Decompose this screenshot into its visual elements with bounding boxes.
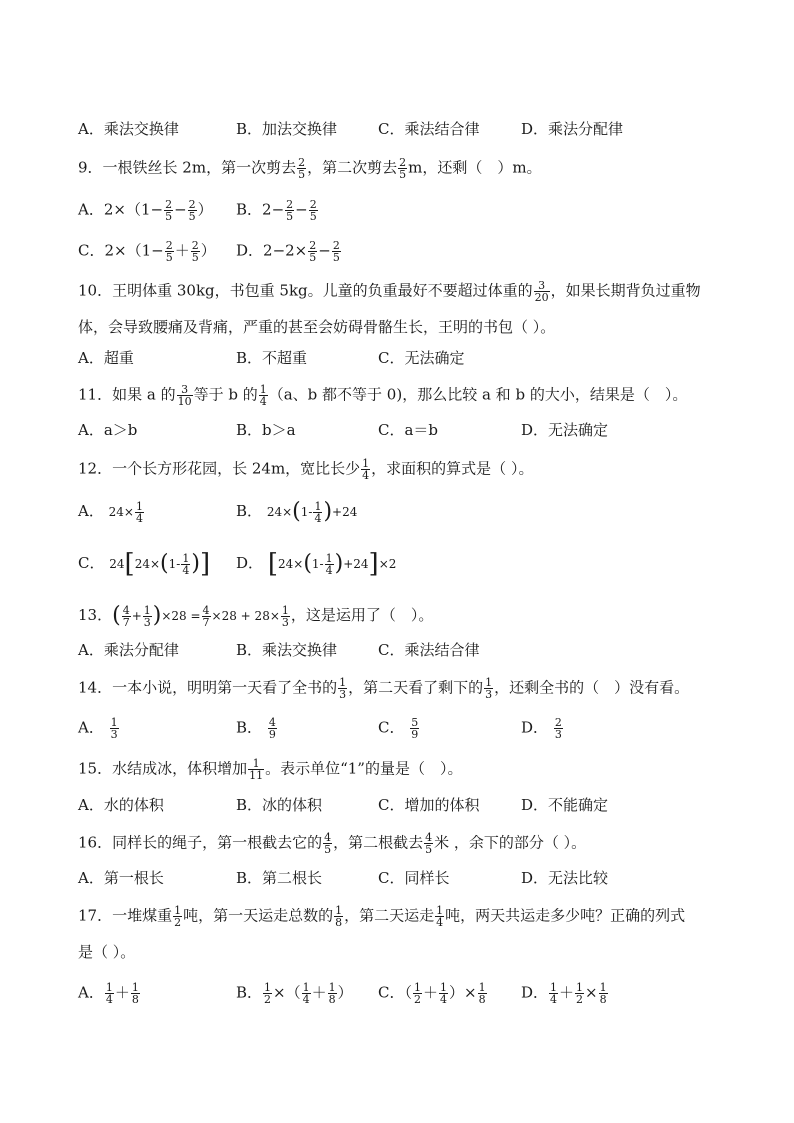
q12-stem: 12．一个长方形花园，长 24m，宽比长少 $\frac{1}{4}$ ，求面积的算式是（ ）。 bbox=[78, 457, 534, 482]
q9-option-d[interactable]: D．2−2× $\frac{2}{5}$ − $\frac{2}{5}$ bbox=[236, 239, 340, 264]
q14-stem: 14．一本小说，明明第一天看了全书的 $\frac{1}{3}$ ，第二天看了剩下的 $\frac{1}{3}$ ，还剩全书的（ ）没有看。 bbox=[78, 676, 690, 701]
q11-option-c[interactable]: C．a＝b bbox=[378, 421, 439, 439]
q15-option-c[interactable]: C．增加的体积 bbox=[378, 796, 480, 814]
q8-option-c[interactable]: C．乘法结合律 bbox=[378, 120, 480, 138]
q17-option-d[interactable]: D． $\frac{1}{4}$ ＋ $\frac{1}{2}$ × $\frac{1}{8}$ bbox=[521, 981, 607, 1006]
q15-stem: 15．水结成冰，体积增加 $\frac{1}{11}$ 。表示单位“1”的量是（ ）。 bbox=[78, 757, 463, 782]
q15-option-a[interactable]: A．水的体积 bbox=[78, 796, 164, 814]
q13-option-b[interactable]: B．乘法交换律 bbox=[236, 641, 338, 659]
q17-option-c[interactable]: C．（ $\frac{1}{2}$ ＋ $\frac{1}{4}$ ）× $\frac{1}{8}$ bbox=[378, 981, 486, 1006]
q11-stem: 11．如果 a 的 $\frac{3}{10}$ 等于 b 的 $\frac{1}{4}$ （a、b 都不等于 0)，那么比较 a 和 b 的大小，结果是（ ）。 bbox=[78, 383, 688, 408]
q12-option-a[interactable]: A． 24× $\frac{1}{4}$ bbox=[78, 499, 143, 525]
q10-stem: 10．王明体重 30kg，书包重 5kg。儿童的负重最好不要超过体重的 $\frac{3}{20}$ ，如果长期背负过重物 bbox=[78, 279, 701, 304]
q16-option-d[interactable]: D．无法比较 bbox=[521, 869, 609, 887]
q17-stem: 17．一堆煤重 $\frac{1}{2}$ 吨，第一天运走总数的 $\frac{1}{8}$ ，第二天运走 $\frac{1}{4}$ 吨，两天共运走多少吨？正确的列式 bbox=[78, 904, 686, 929]
q16-option-b[interactable]: B．第二根长 bbox=[236, 869, 323, 887]
q10-option-c[interactable]: C．无法确定 bbox=[378, 349, 465, 367]
q8-option-a[interactable]: A．乘法交换律 bbox=[78, 120, 179, 138]
q13-option-c[interactable]: C．乘法结合律 bbox=[378, 641, 480, 659]
q9-option-b[interactable]: B．2− $\frac{2}{5}$ − $\frac{2}{5}$ bbox=[236, 198, 317, 223]
q17-stem-line2: 是（ ）。 bbox=[78, 943, 136, 961]
q16-stem: 16．同样长的绳子，第一根截去它的 $\frac{4}{5}$ ，第二根截去 $\frac{4}{5}$ 米 ，余下的部分（ ）。 bbox=[78, 831, 587, 856]
q9-option-c[interactable]: C．2×（1− $\frac{2}{5}$ ＋ $\frac{2}{5}$ ） bbox=[78, 239, 216, 264]
fraction: $\frac{2}{5}$ bbox=[399, 156, 407, 181]
q14-option-b[interactable]: B． $\frac{4}{9}$ bbox=[236, 716, 276, 741]
q16-option-c[interactable]: C．同样长 bbox=[378, 869, 450, 887]
q11-option-d[interactable]: D．无法确定 bbox=[521, 421, 609, 439]
q12-option-b[interactable]: B． 24×(1- $\frac{1}{4}$ )+24 bbox=[236, 499, 358, 525]
q8-option-d[interactable]: D．乘法分配律 bbox=[521, 120, 624, 138]
q17-option-b[interactable]: B． $\frac{1}{2}$ ×（ $\frac{1}{4}$ ＋ $\frac{1}{8}$ ） bbox=[236, 981, 353, 1006]
q13-option-a[interactable]: A．乘法分配律 bbox=[78, 641, 179, 659]
q13-stem: 13．( $\frac{4}{7}$ + $\frac{1}{3}$ )×28 = $\frac{4}{7}$ ×28 + 28× $\frac{1}{3}$ ，这是运用了（ ）。 bbox=[78, 603, 434, 629]
q12-option-d[interactable]: D． [24×(1- $\frac{1}{4}$ )+24]×2 bbox=[236, 549, 397, 579]
q14-option-c[interactable]: C． $\frac{5}{9}$ bbox=[378, 716, 419, 741]
q10-option-b[interactable]: B．不超重 bbox=[236, 349, 308, 367]
q15-option-d[interactable]: D．不能确定 bbox=[521, 796, 609, 814]
q14-option-d[interactable]: D． $\frac{2}{3}$ bbox=[521, 716, 562, 741]
fraction: $\frac{2}{5}$ bbox=[298, 156, 306, 181]
q12-option-c[interactable]: C． 24[24×(1- $\frac{1}{4}$ )] bbox=[78, 549, 211, 579]
q16-option-a[interactable]: A．第一根长 bbox=[78, 869, 164, 887]
q14-option-a[interactable]: A． $\frac{1}{3}$ bbox=[78, 716, 118, 741]
q17-option-a[interactable]: A． $\frac{1}{4}$ ＋ $\frac{1}{8}$ bbox=[78, 981, 139, 1006]
q10-stem-line2: 体，会导致腰痛及背痛，严重的甚至会妨碍骨骼生长，王明的书包（ ）。 bbox=[78, 318, 556, 336]
q9-option-a[interactable]: A．2×（1− $\frac{2}{5}$ − $\frac{2}{5}$ ） bbox=[78, 198, 213, 223]
q8-option-b[interactable]: B．加法交换律 bbox=[236, 120, 338, 138]
q11-option-a[interactable]: A．a＞b bbox=[78, 421, 138, 439]
q9-stem: 9．一根铁丝长 2m，第一次剪去 $\frac{2}{5}$ ，第二次剪去 $\frac{2}{5}$ m，还剩（ ）m。 bbox=[78, 156, 542, 181]
q10-option-a[interactable]: A．超重 bbox=[78, 349, 134, 367]
q11-option-b[interactable]: B．b＞a bbox=[236, 421, 296, 439]
q15-option-b[interactable]: B．冰的体积 bbox=[236, 796, 323, 814]
